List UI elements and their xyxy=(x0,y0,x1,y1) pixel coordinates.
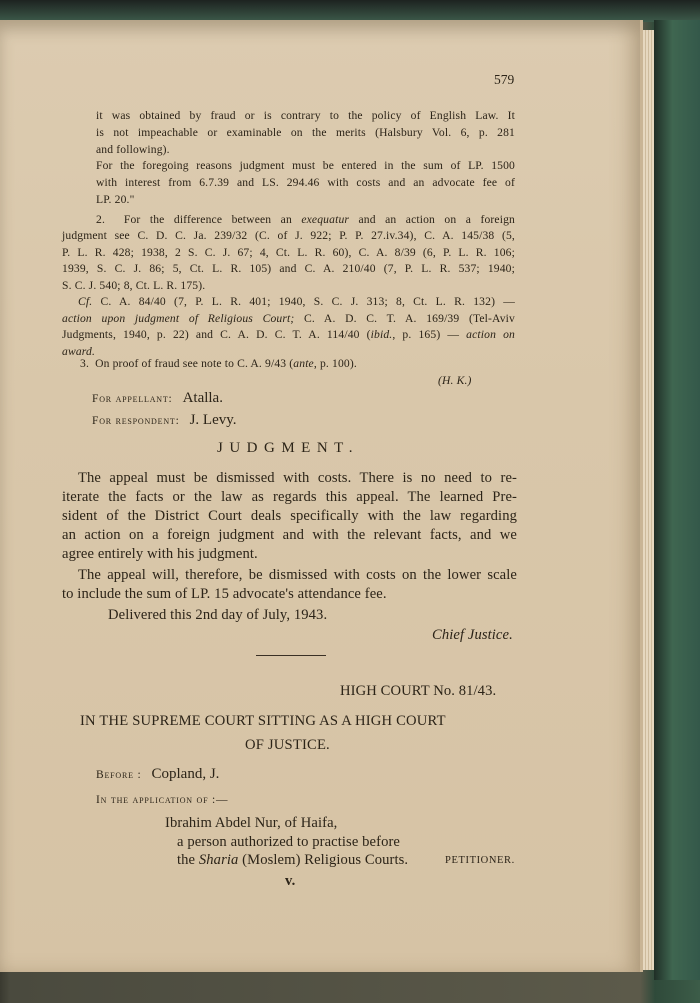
page-number: 579 xyxy=(494,72,515,87)
petitioner-detail: the Sharia (Moslem) Religious Courts. xyxy=(177,852,409,868)
quote-line: and following). xyxy=(96,143,170,156)
footnote-line: Cf. C. A. 84/40 (7, P. L. R. 401; 1940, S. C. J. 313; 8, Ct. L. R. 132) — xyxy=(78,295,515,308)
quote-line: it was obtained by fraud or is contrary to the policy of English Law. It xyxy=(96,109,515,122)
judgment-line: an action on a foreign judgment and with the relevant facts, and we xyxy=(62,527,517,543)
case-reference: HIGH COURT No. 81/43. xyxy=(340,683,497,699)
footnote-line: action upon judgment of Religious Court; C. A. D. C. T. A. 169/39 (Tel-Aviv xyxy=(62,312,515,325)
respondent-label: For respondent: xyxy=(92,415,180,427)
respondent-counsel: J. Levy. xyxy=(189,412,237,428)
judgment-line: agree entirely with his judgment. xyxy=(62,546,258,562)
judge-name: Copland, J. xyxy=(151,766,220,782)
judgment-line: The appeal must be dismissed with costs. There is no need to re- xyxy=(78,470,517,486)
application-label: In the application of :— xyxy=(96,794,229,806)
appellant-label: For appellant: xyxy=(92,393,173,405)
footnote-line: Judgments, 1940, p. 22) and C. A. D. C. T. A. 114/40 (ibid., p. 165) — action on xyxy=(62,328,515,341)
delivered-date: Delivered this 2nd day of July, 1943. xyxy=(108,607,328,623)
footnote-3: 3. On proof of fraud see note to C. A. 9/43 (ante, p. 100). xyxy=(80,357,357,370)
section-divider xyxy=(256,655,326,656)
footnote-line: S. C. J. 540; 8, Ct. L. R. 175). xyxy=(62,279,206,292)
petitioner-label: PETITIONER. xyxy=(445,855,515,866)
signature: Chief Justice. xyxy=(432,627,513,643)
judgment-line: The appeal will, therefore, be dismissed with costs on the lower scale xyxy=(78,567,517,583)
quote-line: with interest from 6.7.39 and LS. 294.46 with costs and an advocate fee of xyxy=(96,176,515,189)
footnote-line: award. xyxy=(62,345,96,358)
judgment-line: iterate the facts or the law as regards this appeal. The learned Pre- xyxy=(62,489,517,505)
quote-line: LP. 20." xyxy=(96,193,135,206)
quote-line: For the foregoing reasons judgment must be entered in the sum of LP. 1500 xyxy=(96,159,515,172)
versus: v. xyxy=(285,873,296,889)
judgment-line: to include the sum of LP. 15 advocate's attendance fee. xyxy=(62,586,387,602)
before-row xyxy=(96,765,219,783)
court-heading: OF JUSTICE. xyxy=(245,737,330,753)
book-cover-top xyxy=(0,0,700,22)
judgment-line: sident of the District Court deals specifically with the law regarding xyxy=(62,508,517,524)
appellant-counsel: Atalla. xyxy=(182,390,223,406)
petitioner-detail: a person authorized to practise before xyxy=(177,834,401,850)
book-cover-spine xyxy=(654,20,700,980)
footnote-line: 1939, S. C. J. 86; 5, Ct. L. R. 105) and C. A. 210/40 (7, P. L. R. 537; 1940; xyxy=(62,262,515,275)
appellant-row xyxy=(92,389,223,407)
court-heading: IN THE SUPREME COURT SITTING AS A HIGH COURT xyxy=(80,713,446,729)
respondent-row xyxy=(92,411,237,429)
footnote-line: P. L. R. 428; 1938, 2 S. C. J. 67; 4, Ct. L. R. 60), C. A. 8/39 (6, P. L. R. 106; xyxy=(62,246,515,259)
footnote-line: judgment see C. D. C. Ja. 239/32 (C. of J. 922; P. P. 27.iv.34), C. A. 145/38 (5, xyxy=(62,229,515,242)
judgment-heading: JUDGMENT. xyxy=(217,440,359,456)
quote-line: is not impeachable or examinable on the merits (Halsbury Vol. 6, p. 281 xyxy=(96,126,515,139)
petitioner-name: Ibrahim Abdel Nur, of Haifa, xyxy=(165,815,338,831)
footnote-initials: (H. K.) xyxy=(438,374,472,387)
before-label: Before : xyxy=(96,769,142,781)
footnote-line: 2. For the difference between an exequatur and an action on a foreign xyxy=(96,213,515,226)
